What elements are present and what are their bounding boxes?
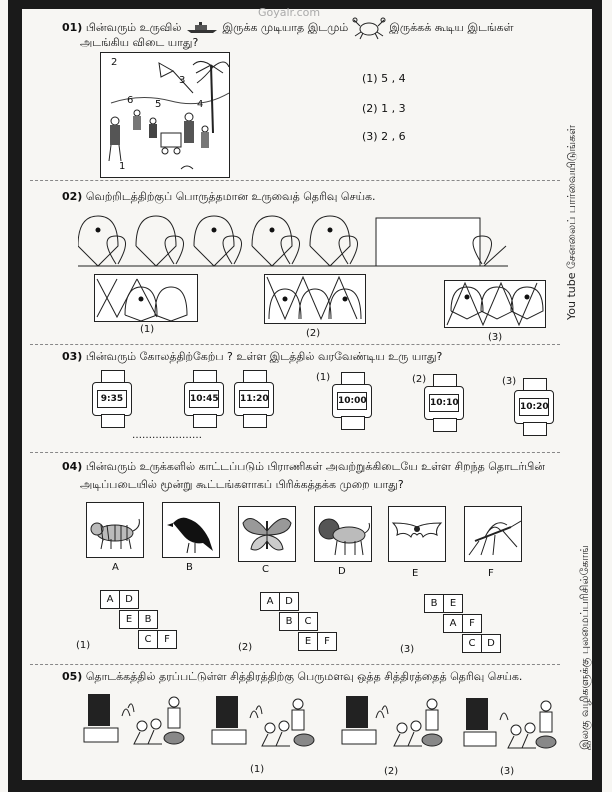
q2-option-1-figure[interactable] — [94, 274, 198, 322]
q4-opt1-cell: B — [138, 610, 158, 629]
q1-label-4: 4 — [197, 99, 204, 110]
watch-1-time: 9:35 — [97, 390, 127, 408]
q1-label-3: 3 — [179, 75, 186, 86]
q2-option-2[interactable]: (2) — [306, 328, 321, 339]
watch-2 — [184, 370, 224, 426]
q3-option-2-time: 10:10 — [429, 394, 459, 412]
q1-label-2: 2 — [111, 57, 118, 68]
mosquito-image — [464, 506, 522, 562]
q5-option-1-image[interactable] — [210, 690, 320, 754]
q3-option-1-time: 10:00 — [337, 392, 367, 410]
q4-opt3-cell: C — [462, 634, 482, 653]
q4-opt3-cell: B — [424, 594, 444, 613]
q1-text2: இருக்க முடியாத இடமும் — [222, 21, 349, 34]
q1-label-5: 5 — [155, 99, 162, 110]
q5-option-2[interactable]: (2) — [384, 766, 399, 777]
q1-text4: அடங்கிய விடை யாது? — [80, 36, 199, 49]
q5-option-2-image[interactable] — [340, 690, 450, 754]
q4-opt3-cell: A — [443, 614, 463, 633]
q4-opt2-cell: B — [279, 612, 299, 631]
divider — [30, 180, 560, 181]
side-text-youtube: You tube சேனலைப் பார்வையிடுங்கள் — [565, 124, 578, 320]
q3-number: 03) — [62, 350, 83, 363]
tiger-image — [86, 502, 144, 558]
bat-image — [388, 506, 446, 562]
bottom-border — [8, 780, 602, 792]
q5-option-1[interactable]: (1) — [250, 764, 265, 775]
q4-opt3-cell: E — [443, 594, 463, 613]
q4-opt2-cell: C — [298, 612, 318, 631]
beach-scene — [101, 53, 229, 177]
q4-opt1-cell: A — [100, 590, 120, 609]
q1-text3: இருக்கக் கூடிய இடங்கள் — [389, 21, 514, 34]
q1-option-1[interactable]: (1) 5 , 4 — [362, 72, 406, 85]
q3-option-3-watch[interactable] — [514, 378, 554, 434]
side-text-tips: இலகு வழிகளுக்கு புலமைப்பரிசில்கோங் — [578, 545, 591, 750]
q1-scene-image — [100, 52, 230, 178]
q2-line — [62, 190, 376, 204]
q4-opt1-cell: C — [138, 630, 158, 649]
label-f: F — [488, 568, 494, 579]
watch-2-time: 10:45 — [189, 390, 219, 408]
q4-opt2-cell: A — [260, 592, 280, 611]
q4-option-3[interactable]: (3) — [400, 644, 415, 655]
q1-text1: பின்வரும் உருவில் — [85, 21, 182, 34]
q1-label-1: 1 — [119, 161, 126, 172]
q5-option-3-image[interactable] — [462, 692, 562, 756]
q4-opt2-cell: D — [279, 592, 299, 611]
q3-line — [62, 350, 442, 364]
divider — [30, 452, 560, 453]
q5-line — [62, 670, 522, 684]
q4-number: 04) — [62, 460, 83, 473]
q4-opt1-cell: D — [119, 590, 139, 609]
q5-option-3[interactable]: (3) — [500, 766, 515, 777]
q1-number: 01) — [62, 21, 83, 34]
label-b: B — [186, 562, 193, 573]
q3-option-1-watch[interactable] — [332, 372, 372, 428]
q3-option-3[interactable]: (3) — [502, 376, 517, 387]
q3-option-3-time: 10:20 — [519, 398, 549, 416]
q2-option-2-figure[interactable] — [264, 274, 366, 324]
q2-option-3[interactable]: (3) — [488, 332, 503, 343]
q4-option-2[interactable]: (2) — [238, 642, 253, 653]
watch-1 — [92, 370, 132, 426]
q4-opt3-cell: D — [481, 634, 501, 653]
q4-opt2-cell: E — [298, 632, 318, 651]
watch-3 — [234, 370, 274, 426]
q4-text2: அடிப்படையில் மூன்று கூட்டங்களாகப் பிரிக்கத்தக்க முறை யாது? — [80, 478, 404, 491]
q2-option-1[interactable]: (1) — [140, 324, 155, 335]
lion-image — [314, 506, 372, 562]
q4-opt3-cell: F — [462, 614, 482, 633]
q4-line1 — [62, 460, 545, 474]
watermark: Goyalr.com — [258, 6, 321, 19]
crow-image — [162, 502, 220, 558]
q3-text: பின்வரும் கோலத்திற்கேற்ப ? உள்ள இடத்தில் வரவேண்டிய உரு யாது? — [85, 350, 443, 363]
label-c: C — [262, 564, 269, 575]
label-d: D — [338, 566, 346, 577]
left-border — [8, 0, 22, 792]
q4-option-1[interactable]: (1) — [76, 640, 91, 651]
q5-text: தொடக்கத்தில் தரப்பட்டுள்ள சித்திரத்திற்கு பெருமளவு ஒத்த சித்திரத்தைத் தெரிவு செய்க. — [85, 670, 523, 683]
q5-reference-image — [82, 688, 192, 752]
q4-opt1-cell: F — [157, 630, 177, 649]
q5-number: 05) — [62, 670, 83, 683]
q3-option-1[interactable]: (1) — [316, 372, 331, 383]
q1-option-2[interactable]: (2) 1 , 3 — [362, 102, 406, 115]
q2-pattern-strip — [78, 206, 508, 268]
label-a: A — [112, 562, 119, 573]
q1-label-6: 6 — [127, 95, 134, 106]
q4-opt2-cell: F — [317, 632, 337, 651]
divider — [30, 664, 560, 665]
q3-option-2-watch[interactable] — [424, 374, 464, 430]
watch-3-time: 11:20 — [239, 390, 269, 408]
label-e: E — [412, 568, 419, 579]
q3-option-2[interactable]: (2) — [412, 374, 427, 385]
q1-option-3[interactable]: (3) 2 , 6 — [362, 130, 406, 143]
q4-opt1-cell: E — [119, 610, 139, 629]
q4-text1: பின்வரும் உருக்களில் காட்டப்படும் பிராணிகள் அவற்றுக்கிடையே உள்ள சிறந்த தொடர்பின் — [85, 460, 545, 473]
divider — [30, 344, 560, 345]
q2-option-3-figure[interactable] — [444, 280, 546, 328]
q3-blank: ………………… — [132, 430, 202, 441]
butterfly-image — [238, 506, 296, 562]
crab-icon — [352, 16, 386, 40]
ship-icon — [185, 22, 219, 34]
q2-number: 02) — [62, 190, 83, 203]
q2-text: வெற்றிடத்திற்குப் பொருத்தமான உருவைத் தெரிவு செய்க. — [85, 190, 376, 203]
right-border — [592, 0, 602, 792]
